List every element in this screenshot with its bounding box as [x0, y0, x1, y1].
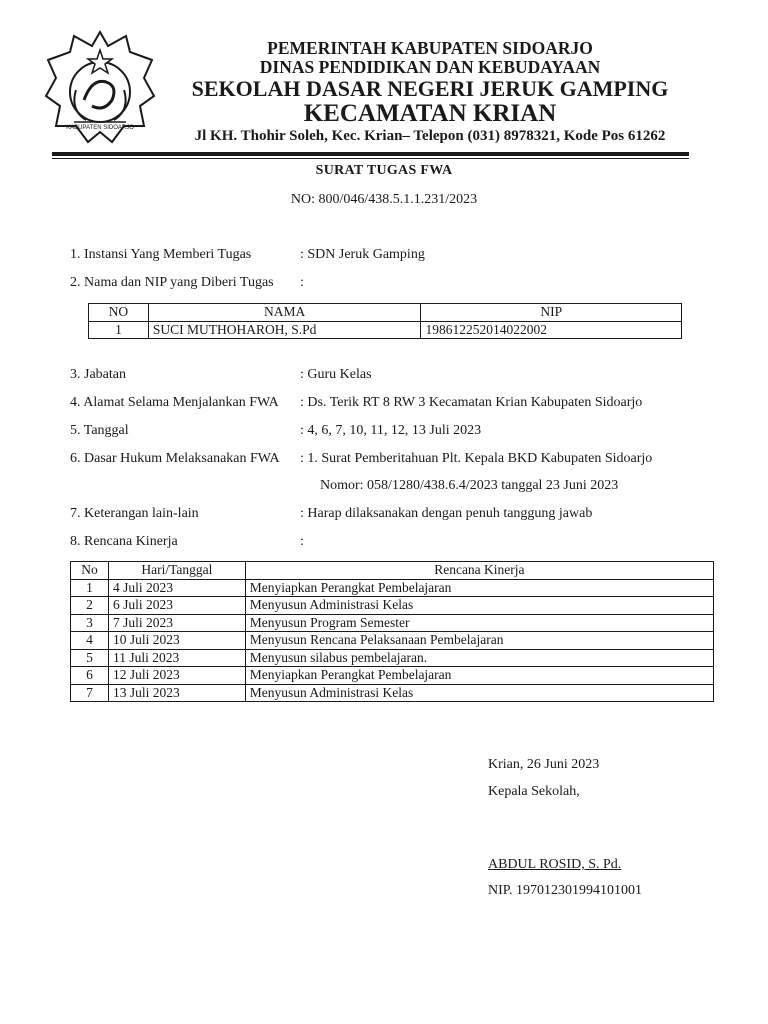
field-label-date: 5. Tanggal: [70, 423, 129, 438]
cell-plan: Menyiapkan Perangkat Pembelajaran: [245, 667, 713, 685]
cell-plan: Menyiapkan Perangkat Pembelajaran: [245, 579, 713, 597]
field-value-agency: : SDN Jeruk Gamping: [300, 247, 425, 262]
field-label-notes: 7. Keterangan lain-lain: [70, 506, 199, 521]
signature-name: ABDUL ROSID, S. Pd.: [488, 857, 622, 872]
table-row: [89, 321, 682, 339]
cell-nip: 198612252014022002: [421, 321, 682, 339]
field-label-position: 3. Jabatan: [70, 367, 126, 382]
cell-no: 5: [71, 649, 109, 667]
field-label-agency: 1. Instansi Yang Memberi Tugas: [70, 247, 252, 262]
field-value-assignee: :: [300, 275, 304, 290]
cell-date: 11 Juli 2023: [108, 649, 245, 667]
field-label-address: 4. Alamat Selama Menjalankan FWA: [70, 395, 279, 410]
header-divider-thick: [52, 152, 689, 156]
cell-no: 7: [71, 684, 109, 702]
field-value-legal-basis-number: Nomor: 058/1280/438.6.4/2023 tanggal 23 Juni 2023: [320, 478, 619, 493]
table-row: [71, 597, 714, 615]
header-department: DINAS PENDIDIKAN DAN KEBUDAYAAN: [259, 57, 601, 77]
cell-no: 1: [89, 321, 149, 339]
field-label-assignee: 2. Nama dan NIP yang Diberi Tugas: [70, 275, 274, 290]
col-header-no: No: [71, 562, 109, 580]
col-header-name: NAMA: [148, 304, 421, 322]
field-value-legal-basis: : 1. Surat Pemberitahuan Plt. Kepala BKD Kabupaten Sidoarjo: [300, 451, 653, 466]
cell-plan: Menyusun Administrasi Kelas: [245, 684, 713, 702]
cell-plan: Menyusun silabus pembelajaran.: [245, 649, 713, 667]
header-divider-thin: [52, 158, 689, 159]
field-value-work-plan: :: [300, 534, 304, 549]
cell-no: 3: [71, 614, 109, 632]
table-row: [71, 614, 714, 632]
cell-no: 1: [71, 579, 109, 597]
cell-plan: Menyusun Rencana Pelaksanaan Pembelajaran: [245, 632, 713, 650]
cell-date: 13 Juli 2023: [108, 684, 245, 702]
cell-no: 6: [71, 667, 109, 685]
cell-name: SUCI MUTHOHAROH, S.Pd: [148, 321, 421, 339]
cell-date: 12 Juli 2023: [108, 667, 245, 685]
field-value-notes: : Harap dilaksanakan dengan penuh tanggung jawab: [300, 506, 593, 521]
table-row: [71, 667, 714, 685]
table-row: [71, 649, 714, 667]
document-number: NO: 800/046/438.5.1.1.231/2023: [290, 192, 478, 207]
header-district: KECAMATAN KRIAN: [303, 100, 557, 127]
assignee-table: [88, 303, 682, 339]
cell-date: 4 Juli 2023: [108, 579, 245, 597]
cell-date: 7 Juli 2023: [108, 614, 245, 632]
field-label-legal-basis: 6. Dasar Hukum Melaksanakan FWA: [70, 451, 280, 466]
signature-nip: NIP. 197012301994101001: [488, 883, 643, 898]
table-header-row: [71, 562, 714, 580]
field-value-position: : Guru Kelas: [300, 367, 372, 382]
col-header-nip: NIP: [421, 304, 682, 322]
table-row: [71, 632, 714, 650]
cell-plan: Menyusun Administrasi Kelas: [245, 597, 713, 615]
col-header-work-plan: Rencana Kinerja: [245, 562, 713, 580]
cell-no: 4: [71, 632, 109, 650]
field-value-date: : 4, 6, 7, 10, 11, 12, 13 Juli 2023: [300, 423, 482, 438]
table-header-row: [89, 304, 682, 322]
col-header-day-date: Hari/Tanggal: [108, 562, 245, 580]
document-title: SURAT TUGAS FWA: [315, 163, 453, 178]
signature-place-date: Krian, 26 Juni 2023: [488, 757, 600, 772]
col-header-no: NO: [89, 304, 149, 322]
regency-logo-icon: [40, 30, 160, 146]
header-school: SEKOLAH DASAR NEGERI JERUK GAMPING: [191, 76, 669, 101]
cell-date: 6 Juli 2023: [108, 597, 245, 615]
signature-role: Kepala Sekolah,: [488, 784, 580, 799]
cell-date: 10 Juli 2023: [108, 632, 245, 650]
cell-plan: Menyusun Program Semester: [245, 614, 713, 632]
table-row: [71, 684, 714, 702]
work-plan-table: [70, 561, 714, 702]
header-government: PEMERINTAH KABUPATEN SIDOARJO: [267, 38, 593, 58]
field-value-address: : Ds. Terik RT 8 RW 3 Kecamatan Krian Kabupaten Sidoarjo: [300, 395, 643, 410]
table-row: [71, 579, 714, 597]
svg-text:KABUPATEN SIDOARJO: KABUPATEN SIDOARJO: [66, 125, 134, 131]
header-address: Jl KH. Thohir Soleh, Kec. Krian– Telepon (031) 8978321, Kode Pos 61262: [194, 128, 666, 144]
cell-no: 2: [71, 597, 109, 615]
field-label-work-plan: 8. Rencana Kinerja: [70, 534, 178, 549]
